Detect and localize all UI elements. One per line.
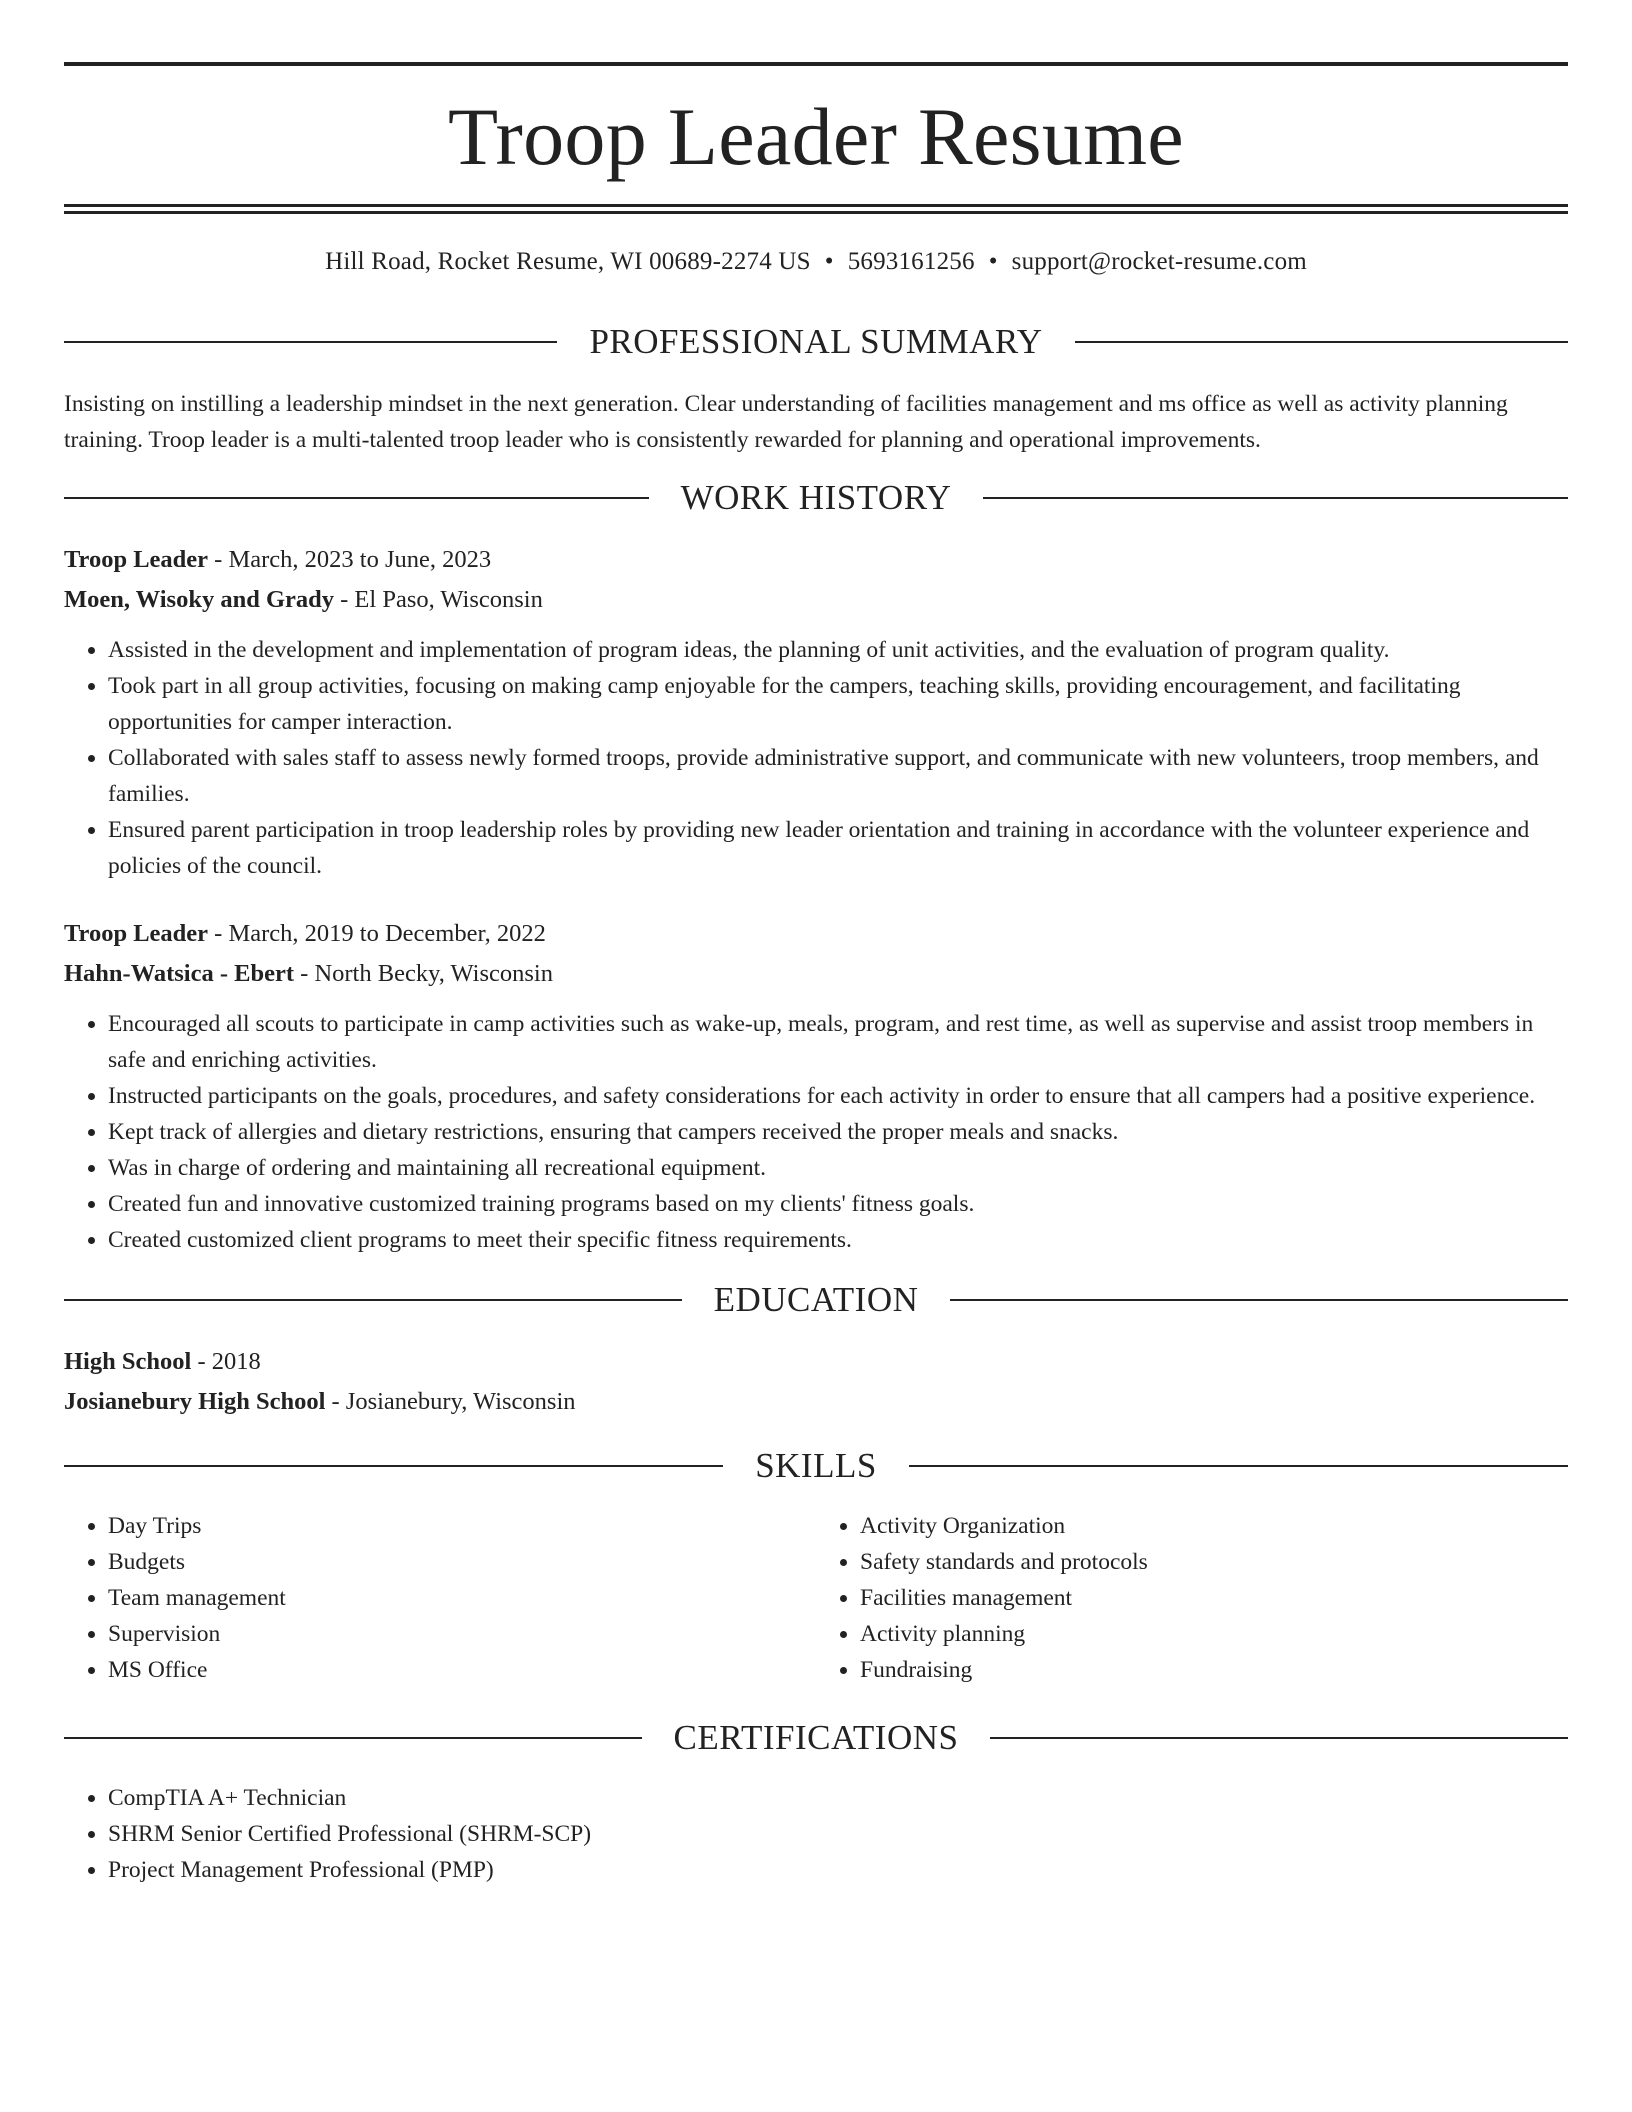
- job-company-line: [64, 580, 1568, 620]
- section-title: EDUCATION: [713, 1280, 919, 1319]
- heading-rule: [983, 497, 1568, 499]
- list-item: • Kept track of allergies and dietary restrictions, ensuring that campers received the proper meals and snacks.: [108, 1114, 1568, 1150]
- title-double-rule: [64, 204, 1568, 214]
- job-dates: - March, 2019 to December, 2022: [208, 920, 546, 947]
- heading-rule: [64, 341, 557, 343]
- section-heading-work-history: [64, 478, 1568, 518]
- job-entry: [64, 540, 1568, 884]
- skill-item: • Team management: [108, 1580, 816, 1616]
- job-entry: [64, 914, 1568, 1258]
- contact-line: [64, 248, 1568, 276]
- job-title-line: [64, 540, 1568, 580]
- job-bullets: [64, 632, 1568, 884]
- contact-separator: •: [988, 248, 998, 275]
- top-rule: [64, 62, 1568, 66]
- skill-item: • Activity planning: [860, 1616, 1568, 1652]
- section-title: CERTIFICATIONS: [673, 1718, 959, 1757]
- certification-item: • Project Management Professional (PMP): [108, 1852, 1568, 1888]
- certification-item: • CompTIA A+ Technician: [108, 1780, 1568, 1816]
- heading-rule: [64, 1465, 723, 1467]
- list-item: • Assisted in the development and implementation of program ideas, the planning of unit activities, and the evaluation of program quality.: [108, 632, 1568, 668]
- heading-rule: [64, 497, 649, 499]
- section-heading-skills: [64, 1446, 1568, 1486]
- section-title: SKILLS: [755, 1446, 877, 1485]
- contact-phone: 5693161256: [847, 248, 975, 275]
- job-company: Moen, Wisoky and Grady: [64, 586, 335, 613]
- job-location: - El Paso, Wisconsin: [334, 586, 543, 613]
- section-title: PROFESSIONAL SUMMARY: [589, 322, 1043, 361]
- list-item: • Encouraged all scouts to participate in camp activities such as wake-up, meals, program, and rest time, as well as supervise and assist troop members in safe and enriching activities.: [108, 1006, 1568, 1078]
- skill-item: • Supervision: [108, 1616, 816, 1652]
- contact-separator: •: [824, 248, 834, 275]
- skill-item: • Fundraising: [860, 1652, 1568, 1688]
- skill-item: • Day Trips: [108, 1508, 816, 1544]
- job-company-line: [64, 954, 1568, 994]
- section-heading-summary: [64, 322, 1568, 362]
- education-year: - 2018: [191, 1348, 261, 1375]
- heading-rule: [909, 1465, 1568, 1467]
- contact-address: Hill Road, Rocket Resume, WI 00689-2274 US: [325, 248, 811, 275]
- education-school: Josianebury High School: [64, 1388, 326, 1415]
- skill-item: • MS Office: [108, 1652, 816, 1688]
- list-item: • Ensured parent participation in troop leadership roles by providing new leader orientation and training in accordance with the volunteer experience and policies of the council.: [108, 812, 1568, 884]
- certifications-list: [64, 1780, 1568, 1888]
- education-degree-line: [64, 1342, 1568, 1382]
- list-item: • Created customized client programs to meet their specific fitness requirements.: [108, 1222, 1568, 1258]
- job-dates: - March, 2023 to June, 2023: [208, 546, 492, 573]
- education-school-line: [64, 1382, 1568, 1422]
- heading-rule: [1075, 341, 1568, 343]
- job-location: - North Becky, Wisconsin: [294, 960, 553, 987]
- summary-text: Insisting on instilling a leadership mindset in the next generation. Clear understanding of facilities management and ms office as well as activity planning training. Troop leader is a multi-talented troop leader who is consistently rewarded for planning and operational improvements.: [64, 391, 1508, 453]
- skills-list-left: [64, 1508, 816, 1688]
- section-heading-education: [64, 1280, 1568, 1320]
- certification-item: • SHRM Senior Certified Professional (SHRM-SCP): [108, 1816, 1568, 1852]
- list-item: • Created fun and innovative customized training programs based on my clients' fitness goals.: [108, 1186, 1568, 1222]
- heading-rule: [990, 1737, 1568, 1739]
- skill-item: • Activity Organization: [860, 1508, 1568, 1544]
- skill-item: • Facilities management: [860, 1580, 1568, 1616]
- job-title: Troop Leader: [64, 546, 209, 573]
- list-item: • Was in charge of ordering and maintaining all recreational equipment.: [108, 1150, 1568, 1186]
- job-company: Hahn-Watsica - Ebert: [64, 960, 295, 987]
- heading-rule: [950, 1299, 1568, 1301]
- list-item: • Collaborated with sales staff to assess newly formed troops, provide administrative support, and communicate with new volunteers, troop members, and families.: [108, 740, 1568, 812]
- skill-item: • Budgets: [108, 1544, 816, 1580]
- section-heading-certifications: [64, 1718, 1568, 1758]
- heading-rule: [64, 1299, 682, 1301]
- job-title: Troop Leader: [64, 920, 209, 947]
- list-item: • Instructed participants on the goals, procedures, and safety considerations for each activity in order to ensure that all campers had a positive experience.: [108, 1078, 1568, 1114]
- page-title: Troop Leader Resume: [448, 91, 1184, 182]
- skill-item: • Safety standards and protocols: [860, 1544, 1568, 1580]
- list-item: • Took part in all group activities, focusing on making camp enjoyable for the campers, teaching skills, providing encouragement, and facilitating opportunities for camper interaction.: [108, 668, 1568, 740]
- education-degree: High School: [64, 1348, 192, 1375]
- contact-email: support@rocket-resume.com: [1011, 248, 1307, 275]
- education-location: - Josianebury, Wisconsin: [325, 1388, 576, 1415]
- section-title: WORK HISTORY: [680, 478, 952, 517]
- skills-list-right: [816, 1508, 1568, 1688]
- heading-rule: [64, 1737, 642, 1739]
- skills-columns: [64, 1508, 1568, 1688]
- job-title-line: [64, 914, 1568, 954]
- job-bullets: [64, 1006, 1568, 1258]
